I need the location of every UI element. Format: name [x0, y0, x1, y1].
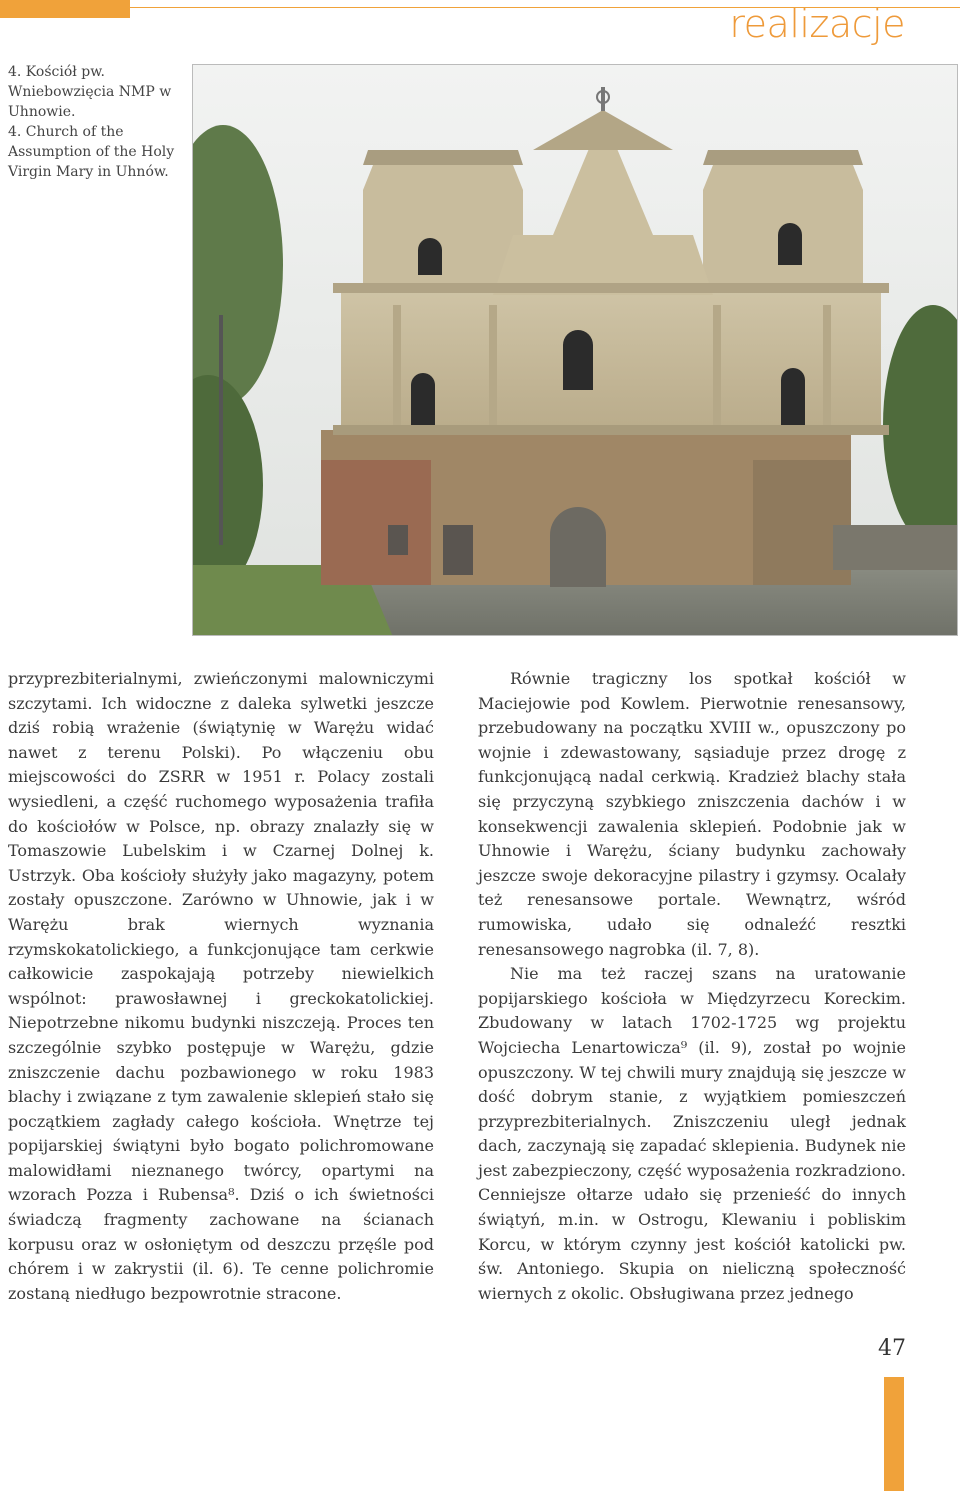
page-number: 47	[878, 1336, 906, 1361]
caption-english: 4. Church of the Assumption of the Holy Virgin Mary in Uhnów.	[8, 124, 175, 180]
church-illustration	[193, 65, 958, 636]
church-photo	[192, 64, 958, 636]
caption-polish: 4. Kościół pw. Wniebowzięcia NMP w Uhnowie.	[8, 64, 172, 120]
paragraph: Nie ma też raczej szans na uratowanie popijarskiego kościoła w Międzyrzecu Koreckim. Zbudowany w latach 1702-1725 wg projektu Wojciecha Lenartowicza⁹ (il. 9), został po wojnie opuszczony. W tej chwili mury znajdują się jeszcze w dość dobrym stanie, z wyjątkiem pomieszczeń przyprezbiterialnych. Zniszczeniu uległ jednak dach, zaczynają się zapadać sklepienia. Budynek nie jest zabezpieczony, część wyposażenia rozkradziono. Cenniejsze ołtarze udało się przenieść do innych świątyń, m.in. w Ostrogu, Klewaniu i pobliskim Korcu, w którym czynny jest kościół katolicki pw. św. Antoniego. Skupia on nieliczną społeczność wiernych z okolic. Obsługiwana przez jednego	[478, 964, 906, 1303]
text-column-right	[478, 667, 906, 1306]
paragraph: przyprezbiterialnymi, zwieńczonymi malowniczymi szczytami. Ich widoczne z daleka sylwetki jeszcze dziś robią wrażenie (świątynię w Warężu widać nawet z terenu Polski). Po włączeniu obu miejscowości do ZSRR w 1951 r. Polacy zostali wysiedleni, a część ruchomego wyposażenia trafiła do kościołów w Polsce, np. obrazy znalazły się w Tomaszowie Lubelskim i w Czarnej Dolnej k. Ustrzyk. Oba kościoły służyły jako magazyny, potem zostały opuszczone. Zarówno w Uhnowie, jak i w Warężu brak wiernych wyznania rzymskokatolickiego, a funkcjonujące tam cerkwie całkowicie zaspokajają potrzeby niewielkich wspólnot: prawosławnej i greckokatolickiej. Niepotrzebne nikomu budynki niszczeją. Proces ten szczególnie szybko postępuje w Warężu, gdzie zniszczenie dachu pozbawionego w roku 1983 blachy i związane z tym zawalenie sklepień stało się początkiem zagłady całego kościoła. Wnętrze tej popijarskiej świątyni było bogato polichromowane malowidłami nieznanego twórcy, opartymi na wzorach Pozza i Rubensa⁸. Dziś o ich świetności świadczą fragmenty zachowane na ścianach korpusu oraz w osłoniętym od deszczu przęśle pod chórem i w zakrystii (il. 6). Te cenne polichromie zostaną niedługo bezpowrotnie stracone.	[8, 669, 434, 1303]
accent-bar-bottom	[884, 1377, 904, 1491]
section-title: realizacje	[729, 2, 905, 46]
accent-bar-top	[0, 0, 130, 18]
text-column-left	[8, 667, 434, 1306]
paragraph: Równie tragiczny los spotkał kościół w Maciejowie pod Kowlem. Pierwotnie renesansowy, przebudowany na początku XVIII w., opuszczony po wojnie i zdewastowany, sąsiaduje przez drogę z funkcjonującą nadal cerkwią. Kradzież blachy stała się przyczyną szybkiego zniszczenia dachów i w konsekwencji zawalenia sklepień. Podobnie jak w Uhnowie i Warężu, ściany budynku zachowały jeszcze swoje dekoracyjne pilastry i gzymsy. Ocalały też renesansowe portale. Wewnątrz, wśród rumowiska, udało się odnaleźć resztki renesansowego nagrobka (il. 7, 8).	[478, 669, 906, 959]
figure-caption	[8, 62, 178, 182]
